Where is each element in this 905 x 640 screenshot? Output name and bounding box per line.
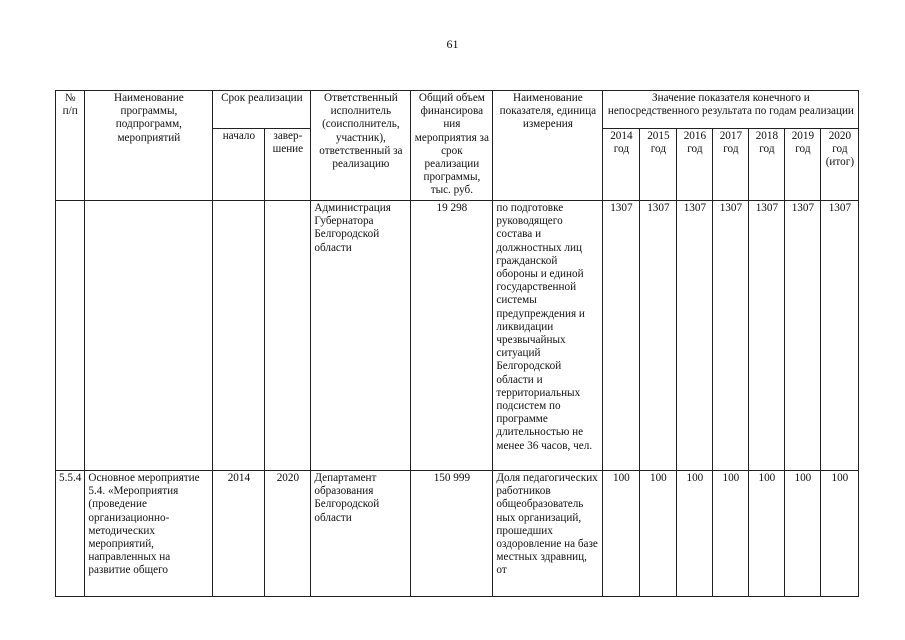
row-value: 1307: [785, 201, 821, 471]
row-value: 1307: [749, 201, 785, 471]
header-funding: Общий объем финансирова ния мероприятия за срок реализации программы, тыс. руб.: [411, 91, 493, 201]
row-value: 100: [713, 471, 749, 597]
header-indicator: Наименование показателя, единица измерения: [493, 91, 603, 201]
row-value: 1307: [713, 201, 749, 471]
page-number: 61: [446, 37, 459, 51]
header-end: завер-шение: [265, 129, 311, 201]
row-indicator: Доля педагогических работников общеобразователь ных организаций, прошедших оздоровление на базе местных здравниц, от: [493, 471, 603, 597]
row-executor: Администрация Губернатора Белгородской области: [311, 201, 411, 471]
row-name: [85, 201, 213, 471]
header-executor: Ответственный исполнитель (соисполнитель, участник), ответственный за реализацию: [311, 91, 411, 201]
table-row: [56, 201, 859, 471]
row-value: 100: [640, 471, 677, 597]
row-name: Основное мероприятие 5.4. «Мероприятия (проведение организационно-методических мероприятий, направленных на развитие общего: [85, 471, 213, 597]
header-year: 2014 год: [603, 129, 640, 201]
row-funding: 19 298: [411, 201, 493, 471]
row-num: [56, 201, 85, 471]
row-funding: 150 999: [411, 471, 493, 597]
header-period: Срок реализации: [213, 91, 311, 129]
row-value: 100: [821, 471, 859, 597]
header-start: начало: [213, 129, 265, 201]
row-indicator: по подготовке руководящего состава и должностных лиц гражданской обороны и единой государственной системы предупреждения и ликвидации чрезвычайных ситуаций Белгородской области и территориальных подсистем по программе длительностью не менее 36 часов, чел.: [493, 201, 603, 471]
row-value: 1307: [677, 201, 713, 471]
row-num: 5.5.4: [56, 471, 85, 597]
program-table: [55, 90, 859, 597]
header-year: 2017 год: [713, 129, 749, 201]
header-year: 2018 год: [749, 129, 785, 201]
row-start: 2014: [213, 471, 265, 597]
header-year: 2016 год: [677, 129, 713, 201]
header-num: № п/п: [56, 91, 85, 201]
table-row: [56, 471, 859, 597]
row-value: 100: [603, 471, 640, 597]
header-values-title: Значение показателя конечного и непосредственного результата по годам реализации: [603, 91, 859, 129]
header-year: 2020 год (итог): [821, 129, 859, 201]
row-value: 1307: [640, 201, 677, 471]
header-year: 2015 год: [640, 129, 677, 201]
row-end: 2020: [265, 471, 311, 597]
row-end: [265, 201, 311, 471]
row-value: 1307: [603, 201, 640, 471]
row-value: 100: [785, 471, 821, 597]
row-executor: Департамент образования Белгородской области: [311, 471, 411, 597]
header-name: Наименование программы, подпрограмм, мероприятий: [85, 91, 213, 201]
row-value: 1307: [821, 201, 859, 471]
row-value: 100: [749, 471, 785, 597]
row-start: [213, 201, 265, 471]
row-value: 100: [677, 471, 713, 597]
header-year: 2019 год: [785, 129, 821, 201]
